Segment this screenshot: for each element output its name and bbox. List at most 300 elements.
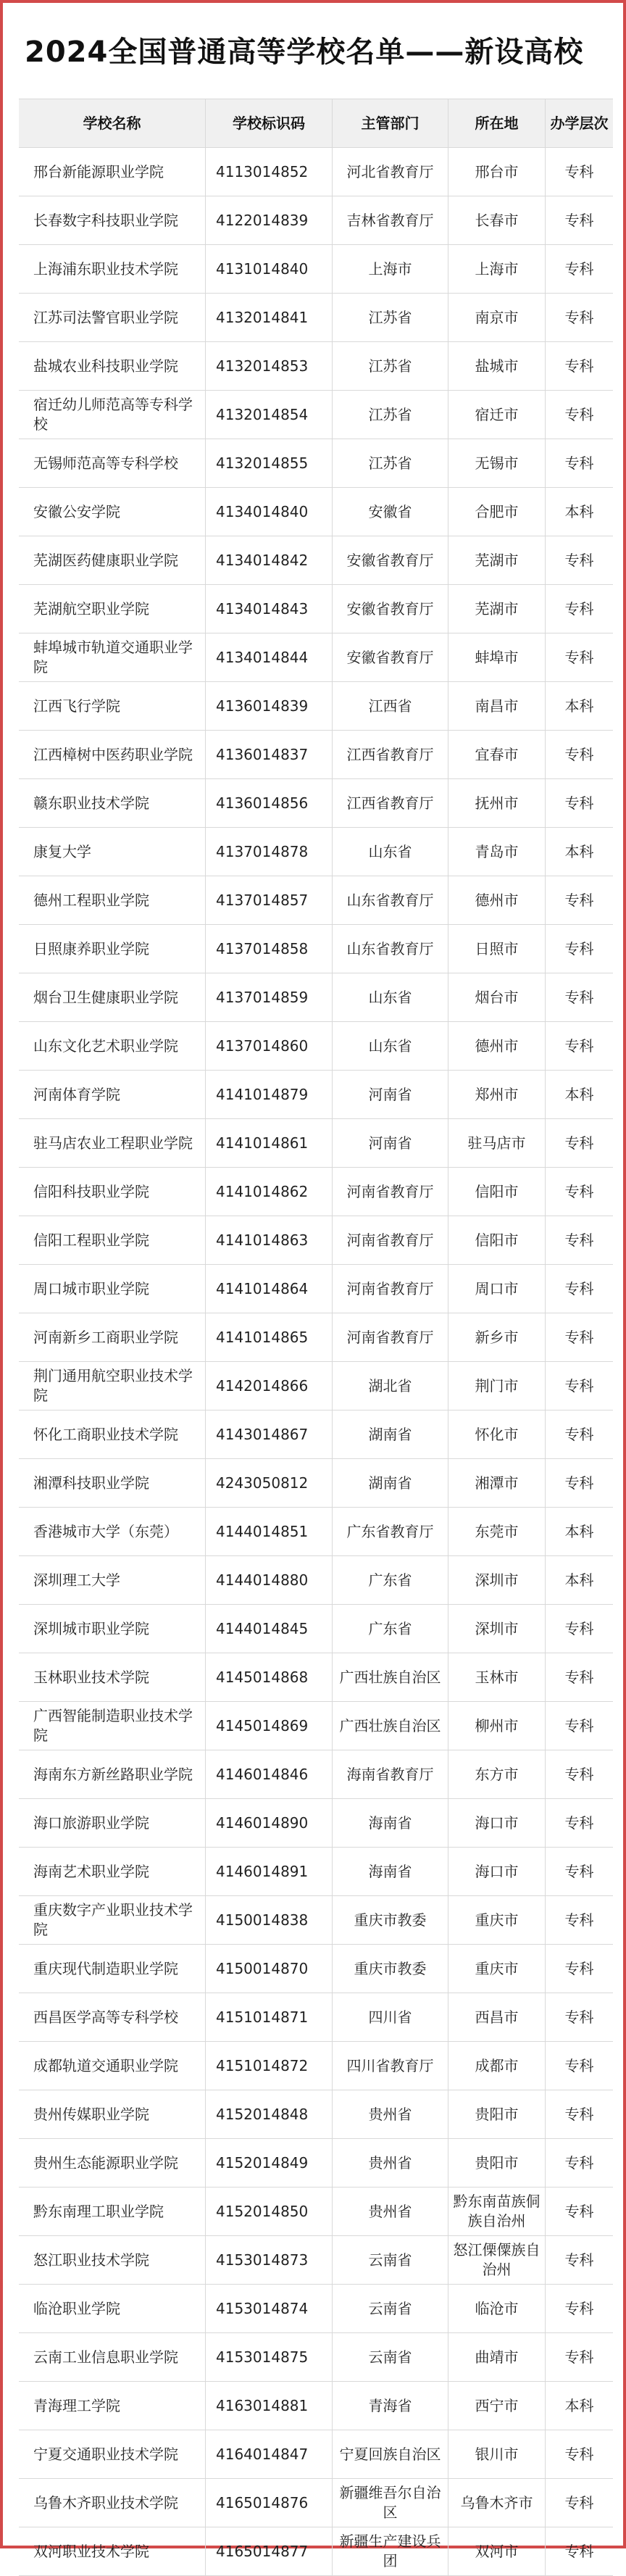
cell-level: 专科	[564, 599, 594, 618]
cell-school-name: 信阳科技职业学院	[19, 1168, 206, 1216]
cell-school-name: 上海浦东职业技术学院	[19, 245, 206, 293]
cell-location: 海口市	[448, 1848, 546, 1895]
cell-level: 专科	[564, 1279, 594, 1297]
table-row	[19, 391, 613, 439]
cell-school-code: 4137014857	[206, 876, 333, 924]
cell-department: 山东省	[333, 1022, 448, 1070]
cell-location: 西昌市	[448, 1993, 546, 2041]
table-header	[19, 99, 613, 148]
cell-school-code: 4134014840	[206, 488, 333, 536]
cell-department: 四川省教育厅	[333, 2042, 448, 2090]
cell-school-code: 4144014851	[206, 1508, 333, 1555]
cell-school-code: 4136014839	[206, 682, 333, 730]
cell-school-name: 贵州生态能源职业学院	[19, 2139, 206, 2187]
cell-school-code: 4132014854	[206, 391, 333, 439]
cell-department: 江西省教育厅	[333, 731, 448, 778]
table-row	[19, 488, 613, 536]
cell-level: 专科	[564, 2008, 594, 2026]
cell-location: 海口市	[448, 1799, 546, 1847]
table-row	[19, 1119, 613, 1168]
cell-department: 青海省	[333, 2382, 448, 2430]
table-row	[19, 2187, 613, 2236]
cell-department: 广东省	[333, 1605, 448, 1653]
cell-level: 专科	[564, 1668, 594, 1686]
cell-school-name: 日照康养职业学院	[19, 925, 206, 973]
table-row	[19, 439, 613, 488]
table-row	[19, 1362, 613, 1410]
table-row	[19, 1410, 613, 1459]
cell-level: 本科	[564, 697, 594, 715]
cell-school-code: 4137014878	[206, 828, 333, 876]
cell-school-name: 蚌埠城市轨道交通职业学院	[19, 633, 206, 681]
cell-level: 专科	[564, 2251, 594, 2269]
cell-location: 新乡市	[448, 1313, 546, 1361]
cell-department: 河南省教育厅	[333, 1168, 448, 1216]
cell-location: 上海市	[448, 245, 546, 293]
cell-department: 贵州省	[333, 2139, 448, 2187]
cell-location: 南昌市	[448, 682, 546, 730]
cell-location: 信阳市	[448, 1168, 546, 1216]
cell-department: 广东省	[333, 1556, 448, 1604]
cell-school-name: 信阳工程职业学院	[19, 1216, 206, 1264]
cell-school-name: 黔东南理工职业学院	[19, 2187, 206, 2235]
table-row	[19, 196, 613, 245]
cell-location: 无锡市	[448, 439, 546, 487]
cell-level: 专科	[564, 1911, 594, 1929]
cell-school-code: 4165014877	[206, 2527, 333, 2575]
cell-level: 专科	[564, 2493, 594, 2511]
cell-school-code: 4122014839	[206, 196, 333, 244]
cell-department: 安徽省教育厅	[333, 536, 448, 584]
cell-location: 深圳市	[448, 1556, 546, 1604]
cell-level: 专科	[564, 2202, 594, 2220]
schools-table	[19, 99, 613, 2576]
cell-location: 德州市	[448, 1022, 546, 1070]
table-row	[19, 1556, 613, 1605]
cell-school-name: 周口城市职业学院	[19, 1265, 206, 1313]
cell-school-name: 贵州传媒职业学院	[19, 2090, 206, 2138]
cell-school-code: 4136014837	[206, 731, 333, 778]
cell-school-code: 4153014873	[206, 2236, 333, 2284]
cell-school-name: 青海理工学院	[19, 2382, 206, 2430]
table-row	[19, 294, 613, 342]
cell-location: 芜湖市	[448, 585, 546, 633]
cell-location: 东莞市	[448, 1508, 546, 1555]
cell-department: 广西壮族自治区	[333, 1702, 448, 1750]
header-location: 所在地	[448, 99, 546, 147]
cell-school-name: 西昌医学高等专科学校	[19, 1993, 206, 2041]
table-row	[19, 2382, 613, 2430]
cell-location: 贵阳市	[448, 2090, 546, 2138]
cell-department: 河北省教育厅	[333, 148, 448, 196]
cell-department: 新疆生产建设兵团	[333, 2527, 448, 2575]
cell-location: 宜春市	[448, 731, 546, 778]
cell-department: 河南省教育厅	[333, 1313, 448, 1361]
cell-school-code: 4143014867	[206, 1410, 333, 1458]
cell-school-name: 河南体育学院	[19, 1071, 206, 1118]
cell-location: 周口市	[448, 1265, 546, 1313]
cell-school-name: 重庆现代制造职业学院	[19, 1945, 206, 1993]
cell-school-name: 山东文化艺术职业学院	[19, 1022, 206, 1070]
cell-location: 荆门市	[448, 1362, 546, 1410]
table-row	[19, 1848, 613, 1896]
cell-location: 南京市	[448, 294, 546, 341]
cell-level: 专科	[564, 1134, 594, 1152]
cell-location: 宿迁市	[448, 391, 546, 439]
cell-school-code: 4141014864	[206, 1265, 333, 1313]
cell-location: 曲靖市	[448, 2333, 546, 2381]
cell-school-name: 烟台卫生健康职业学院	[19, 973, 206, 1021]
cell-department: 广东省教育厅	[333, 1508, 448, 1555]
cell-school-code: 4144014880	[206, 1556, 333, 1604]
cell-school-name: 江苏司法警官职业学院	[19, 294, 206, 341]
cell-school-code: 4153014875	[206, 2333, 333, 2381]
cell-school-code: 4141014862	[206, 1168, 333, 1216]
cell-location: 盐城市	[448, 342, 546, 390]
cell-department: 安徽省教育厅	[333, 585, 448, 633]
table-body	[19, 148, 613, 2576]
table-row	[19, 2479, 613, 2527]
cell-school-name: 赣东职业技术学院	[19, 779, 206, 827]
table-row	[19, 1653, 613, 1702]
cell-location: 青岛市	[448, 828, 546, 876]
cell-level: 专科	[564, 1425, 594, 1443]
cell-department: 重庆市教委	[333, 1945, 448, 1993]
cell-level: 专科	[564, 1376, 594, 1395]
table-row	[19, 876, 613, 925]
cell-school-code: 4144014845	[206, 1605, 333, 1653]
cell-location: 临沧市	[448, 2285, 546, 2332]
cell-location: 贵阳市	[448, 2139, 546, 2187]
cell-school-code: 4152014849	[206, 2139, 333, 2187]
table-row	[19, 585, 613, 633]
cell-school-name: 无锡师范高等专科学校	[19, 439, 206, 487]
cell-school-code: 4142014866	[206, 1362, 333, 1410]
cell-department: 广西壮族自治区	[333, 1653, 448, 1701]
cell-department: 河南省	[333, 1119, 448, 1167]
cell-school-code: 4136014856	[206, 779, 333, 827]
cell-level: 专科	[564, 211, 594, 229]
table-row	[19, 148, 613, 196]
cell-school-name: 湘潭科技职业学院	[19, 1459, 206, 1507]
cell-location: 烟台市	[448, 973, 546, 1021]
table-row	[19, 2042, 613, 2090]
cell-department: 山东省	[333, 828, 448, 876]
table-row	[19, 1168, 613, 1216]
cell-school-code: 4141014861	[206, 1119, 333, 1167]
cell-school-code: 4146014891	[206, 1848, 333, 1895]
cell-department: 江苏省	[333, 439, 448, 487]
cell-school-name: 荆门通用航空职业技术学院	[19, 1362, 206, 1410]
table-row	[19, 1945, 613, 1993]
cell-level: 专科	[564, 648, 594, 666]
cell-school-code: 4163014881	[206, 2382, 333, 2430]
table-row	[19, 973, 613, 1022]
cell-level: 专科	[564, 939, 594, 957]
table-row	[19, 1508, 613, 1556]
header-school-code: 学校标识码	[206, 99, 333, 147]
cell-department: 湖南省	[333, 1459, 448, 1507]
cell-school-name: 江西飞行学院	[19, 682, 206, 730]
cell-location: 双河市	[448, 2527, 546, 2575]
cell-department: 重庆市教委	[333, 1896, 448, 1944]
cell-location: 怀化市	[448, 1410, 546, 1458]
cell-school-code: 4151014871	[206, 1993, 333, 2041]
cell-school-code: 4132014855	[206, 439, 333, 487]
cell-level: 专科	[564, 2299, 594, 2317]
cell-location: 信阳市	[448, 1216, 546, 1264]
cell-school-code: 4137014860	[206, 1022, 333, 1070]
cell-department: 江西省教育厅	[333, 779, 448, 827]
cell-school-name: 海口旅游职业学院	[19, 1799, 206, 1847]
cell-school-name: 河南新乡工商职业学院	[19, 1313, 206, 1361]
cell-level: 专科	[564, 2445, 594, 2463]
cell-school-code: 4134014844	[206, 633, 333, 681]
cell-school-code: 4146014890	[206, 1799, 333, 1847]
cell-location: 成都市	[448, 2042, 546, 2090]
cell-school-name: 安徽公安学院	[19, 488, 206, 536]
table-row	[19, 342, 613, 391]
header-department: 主管部门	[333, 99, 448, 147]
table-row	[19, 2527, 613, 2576]
table-row	[19, 2090, 613, 2139]
page-title: 2024全国普通高等学校名单——新设高校	[25, 36, 584, 69]
cell-school-name: 海南东方新丝路职业学院	[19, 1750, 206, 1798]
cell-department: 湖南省	[333, 1410, 448, 1458]
table-row	[19, 1216, 613, 1265]
cell-department: 贵州省	[333, 2187, 448, 2235]
cell-school-name: 临沧职业学院	[19, 2285, 206, 2332]
cell-school-name: 玉林职业技术学院	[19, 1653, 206, 1701]
cell-level: 专科	[564, 2056, 594, 2074]
table-row	[19, 1459, 613, 1508]
cell-location: 驻马店市	[448, 1119, 546, 1167]
cell-department: 云南省	[333, 2285, 448, 2332]
cell-level: 专科	[564, 1619, 594, 1637]
cell-school-name: 乌鲁木齐职业技术学院	[19, 2479, 206, 2527]
cell-school-name: 深圳理工大学	[19, 1556, 206, 1604]
header-level: 办学层次	[550, 114, 609, 132]
cell-department: 江苏省	[333, 342, 448, 390]
cell-school-name: 香港城市大学（东莞）	[19, 1508, 206, 1555]
cell-location: 合肥市	[448, 488, 546, 536]
cell-school-code: 4132014853	[206, 342, 333, 390]
cell-location: 玉林市	[448, 1653, 546, 1701]
table-row	[19, 731, 613, 779]
cell-school-name: 深圳城市职业学院	[19, 1605, 206, 1653]
table-row	[19, 1702, 613, 1750]
cell-department: 海南省	[333, 1848, 448, 1895]
cell-location: 银川市	[448, 2430, 546, 2478]
cell-level: 本科	[564, 502, 594, 520]
cell-school-code: 4137014859	[206, 973, 333, 1021]
cell-level: 本科	[564, 2396, 594, 2414]
cell-school-code: 4145014868	[206, 1653, 333, 1701]
cell-department: 海南省	[333, 1799, 448, 1847]
table-row	[19, 2139, 613, 2187]
cell-school-code: 4165014876	[206, 2479, 333, 2527]
cell-department: 河南省	[333, 1071, 448, 1118]
cell-school-name: 双河职业技术学院	[19, 2527, 206, 2575]
cell-school-name: 宁夏交通职业技术学院	[19, 2430, 206, 2478]
cell-school-name: 广西智能制造职业技术学院	[19, 1702, 206, 1750]
cell-level: 专科	[564, 1765, 594, 1783]
cell-location: 西宁市	[448, 2382, 546, 2430]
cell-level: 专科	[564, 1959, 594, 1977]
cell-location: 邢台市	[448, 148, 546, 196]
cell-school-name: 德州工程职业学院	[19, 876, 206, 924]
cell-school-code: 4152014850	[206, 2187, 333, 2235]
cell-department: 海南省教育厅	[333, 1750, 448, 1798]
cell-department: 江苏省	[333, 391, 448, 439]
cell-school-name: 云南工业信息职业学院	[19, 2333, 206, 2381]
cell-school-code: 4150014838	[206, 1896, 333, 1944]
cell-location: 日照市	[448, 925, 546, 973]
cell-school-name: 海南艺术职业学院	[19, 1848, 206, 1895]
cell-school-name: 驻马店农业工程职业学院	[19, 1119, 206, 1167]
table-row	[19, 779, 613, 828]
table-row	[19, 1022, 613, 1071]
cell-department: 湖北省	[333, 1362, 448, 1410]
cell-location: 长春市	[448, 196, 546, 244]
cell-department: 四川省	[333, 1993, 448, 2041]
cell-department: 山东省教育厅	[333, 925, 448, 973]
cell-location: 黔东南苗族侗族自治州	[448, 2187, 546, 2235]
cell-level: 专科	[564, 357, 594, 375]
cell-school-code: 4145014869	[206, 1702, 333, 1750]
cell-department: 安徽省教育厅	[333, 633, 448, 681]
cell-school-name: 邢台新能源职业学院	[19, 148, 206, 196]
cell-school-code: 4146014846	[206, 1750, 333, 1798]
cell-school-name: 盐城农业科技职业学院	[19, 342, 206, 390]
cell-level: 专科	[564, 1182, 594, 1200]
cell-school-code: 4113014852	[206, 148, 333, 196]
cell-level: 专科	[564, 2105, 594, 2123]
table-row	[19, 1750, 613, 1799]
cell-level: 专科	[564, 1716, 594, 1734]
cell-school-code: 4132014841	[206, 294, 333, 341]
cell-department: 吉林省教育厅	[333, 196, 448, 244]
cell-location: 怒江傈僳族自治州	[448, 2236, 546, 2284]
cell-location: 乌鲁木齐市	[448, 2479, 546, 2527]
cell-school-name: 芜湖航空职业学院	[19, 585, 206, 633]
cell-school-code: 4243050812	[206, 1459, 333, 1507]
table-row	[19, 536, 613, 585]
cell-school-code: 4131014840	[206, 245, 333, 293]
cell-level: 专科	[564, 405, 594, 423]
cell-department: 宁夏回族自治区	[333, 2430, 448, 2478]
cell-school-code: 4164014847	[206, 2430, 333, 2478]
cell-level: 本科	[564, 1522, 594, 1540]
table-row	[19, 1605, 613, 1653]
cell-school-code: 4141014879	[206, 1071, 333, 1118]
table-row	[19, 1993, 613, 2042]
cell-location: 重庆市	[448, 1896, 546, 1944]
cell-department: 云南省	[333, 2236, 448, 2284]
table-row	[19, 2333, 613, 2382]
cell-level: 本科	[564, 842, 594, 860]
cell-level: 本科	[564, 1571, 594, 1589]
cell-level: 专科	[564, 551, 594, 569]
cell-school-name: 康复大学	[19, 828, 206, 876]
cell-department: 河南省教育厅	[333, 1216, 448, 1264]
table-row	[19, 925, 613, 973]
cell-location: 芜湖市	[448, 536, 546, 584]
cell-school-name: 长春数字科技职业学院	[19, 196, 206, 244]
cell-level: 专科	[564, 454, 594, 472]
cell-level: 专科	[564, 308, 594, 326]
cell-level: 专科	[564, 2348, 594, 2366]
cell-location: 湘潭市	[448, 1459, 546, 1507]
cell-school-code: 4153014874	[206, 2285, 333, 2332]
cell-department: 江西省	[333, 682, 448, 730]
cell-level: 专科	[564, 988, 594, 1006]
cell-school-code: 4141014865	[206, 1313, 333, 1361]
cell-level: 专科	[564, 1474, 594, 1492]
cell-level: 专科	[564, 891, 594, 909]
cell-school-name: 宿迁幼儿师范高等专科学校	[19, 391, 206, 439]
cell-school-name: 江西樟树中医药职业学院	[19, 731, 206, 778]
table-row	[19, 2285, 613, 2333]
cell-level: 专科	[564, 1231, 594, 1249]
table-row	[19, 1799, 613, 1848]
table-row	[19, 2236, 613, 2285]
cell-location: 郑州市	[448, 1071, 546, 1118]
cell-level: 本科	[564, 1085, 594, 1103]
cell-location: 东方市	[448, 1750, 546, 1798]
cell-location: 德州市	[448, 876, 546, 924]
table-row	[19, 633, 613, 682]
cell-location: 重庆市	[448, 1945, 546, 1993]
table-row	[19, 1896, 613, 1945]
cell-level: 专科	[564, 2542, 594, 2560]
table-row	[19, 682, 613, 731]
header-school-name: 学校名称	[19, 99, 206, 147]
cell-department: 云南省	[333, 2333, 448, 2381]
cell-level: 专科	[564, 259, 594, 278]
cell-level: 专科	[564, 794, 594, 812]
cell-department: 山东省	[333, 973, 448, 1021]
cell-school-code: 4137014858	[206, 925, 333, 973]
cell-department: 江苏省	[333, 294, 448, 341]
cell-department: 新疆维吾尔自治区	[333, 2479, 448, 2527]
cell-school-name: 重庆数字产业职业技术学院	[19, 1896, 206, 1944]
cell-location: 抚州市	[448, 779, 546, 827]
cell-school-name: 怀化工商职业技术学院	[19, 1410, 206, 1458]
cell-department: 安徽省	[333, 488, 448, 536]
table-row	[19, 1265, 613, 1313]
cell-level: 专科	[564, 1328, 594, 1346]
cell-school-code: 4134014842	[206, 536, 333, 584]
cell-school-code: 4134014843	[206, 585, 333, 633]
cell-location: 深圳市	[448, 1605, 546, 1653]
cell-level: 专科	[564, 162, 594, 180]
table-row	[19, 828, 613, 876]
cell-school-name: 怒江职业技术学院	[19, 2236, 206, 2284]
cell-school-code: 4151014872	[206, 2042, 333, 2090]
table-row	[19, 2430, 613, 2479]
cell-level: 专科	[564, 1036, 594, 1055]
cell-location: 蚌埠市	[448, 633, 546, 681]
cell-level: 专科	[564, 1862, 594, 1880]
cell-school-name: 成都轨道交通职业学院	[19, 2042, 206, 2090]
cell-level: 专科	[564, 2153, 594, 2172]
cell-department: 山东省教育厅	[333, 876, 448, 924]
cell-school-code: 4141014863	[206, 1216, 333, 1264]
cell-level: 专科	[564, 745, 594, 763]
table-row	[19, 245, 613, 294]
cell-level: 专科	[564, 1813, 594, 1832]
